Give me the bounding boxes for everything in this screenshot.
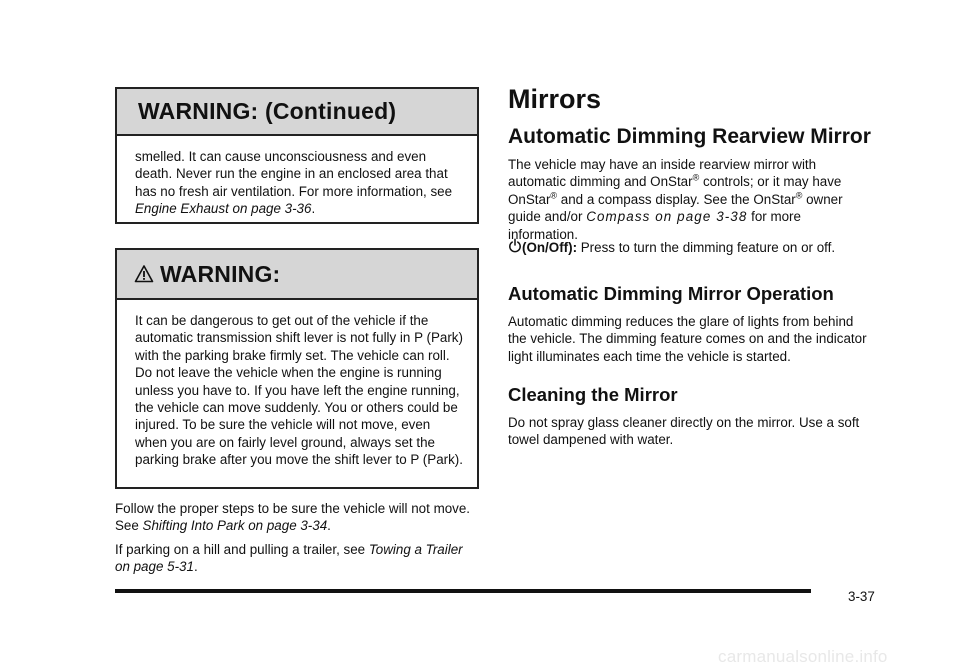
power-icon [508, 238, 522, 253]
paragraph-follow-steps [115, 500, 479, 535]
paragraph-text: Follow the proper steps to be sure the vehicle will not move. See [115, 501, 471, 534]
paragraph-text: owner guide and/or [508, 191, 843, 225]
cross-reference-link[interactable]: Engine Exhaust on page 3-36 [135, 201, 312, 217]
heading-automatic-dimming-rearview-mirror: Automatic Dimming Rearview Mirror [508, 125, 871, 148]
page-number: 3-37 [848, 589, 875, 604]
paragraph-text: and a compass display. See the OnStar [557, 191, 796, 207]
paragraph-cleaning: Do not spray glass cleaner directly on the mirror. Use a soft towel dampened with water. [508, 415, 860, 448]
registered-mark: ® [795, 190, 803, 201]
warning-box-park [115, 248, 479, 489]
paragraph-text: for more information. [508, 209, 801, 242]
warning-text [117, 136, 477, 230]
paragraph-text: controls; or it may have OnStar [508, 174, 842, 207]
punctuation: . [311, 201, 316, 217]
footer-rule [115, 589, 811, 593]
paragraph-dimming-operation: Automatic dimming reduces the glare of lights from behind the vehicle. The dimming feature comes on and the indicator light illuminates each time the vehicle is started. [508, 314, 867, 364]
warning-title: WARNING: (Continued) [138, 98, 397, 124]
paragraph-text: The vehicle may have an inside rearview mirror with automatic dimming and OnStar [508, 157, 817, 190]
paragraph-text: If parking on a hill and pulling a trailer, see [115, 542, 369, 557]
paragraph-rearview-mirror [508, 156, 870, 243]
warning-header [117, 89, 477, 136]
paragraph-text: Press to turn the dimming feature on or off. [577, 240, 836, 255]
warning-header [117, 250, 477, 300]
punctuation: . [193, 559, 198, 575]
cross-reference-link[interactable]: Towing a Trailer on page 5-31 [115, 542, 463, 575]
heading-automatic-dimming-mirror-operation: Automatic Dimming Mirror Operation [508, 283, 834, 304]
warning-box-continued [115, 87, 479, 224]
cross-reference-link[interactable]: Shifting Into Park on page 3-34 [142, 518, 328, 534]
heading-cleaning-the-mirror: Cleaning the Mirror [508, 384, 678, 405]
registered-mark: ® [692, 172, 700, 183]
cross-reference-link[interactable]: Compass on page 3-38 [586, 209, 748, 225]
registered-mark: ® [550, 190, 558, 201]
watermark: carmanualsonline.info [718, 647, 888, 666]
punctuation: . [327, 518, 331, 534]
warning-text: It can be dangerous to get out of the vehicle if the automatic transmission shift lever is not fully in P (Park) with the parking brake firmly set. The vehicle can roll. Do not leave the vehicle when the engine is running unless you have to. If you have left the engine running, the vehicle can move suddenly. You or others could be injured. To be sure the vehicle will not move, even when you are on fairly level ground, always set the parking brake after you move the shift lever to P (Park). [135, 313, 463, 468]
warning-triangle-icon [134, 264, 154, 284]
section-title-mirrors: Mirrors [508, 84, 602, 114]
paragraph-parking-hill [115, 541, 479, 576]
paragraph-on-off [508, 238, 870, 256]
on-off-label: (On/Off): [522, 240, 578, 255]
warning-text-main: smelled. It can cause unconsciousness and even death. Never run the engine in an enclosed area that has no fresh air ventilation. For more information, see [135, 149, 453, 199]
warning-title: WARNING: [160, 260, 281, 287]
